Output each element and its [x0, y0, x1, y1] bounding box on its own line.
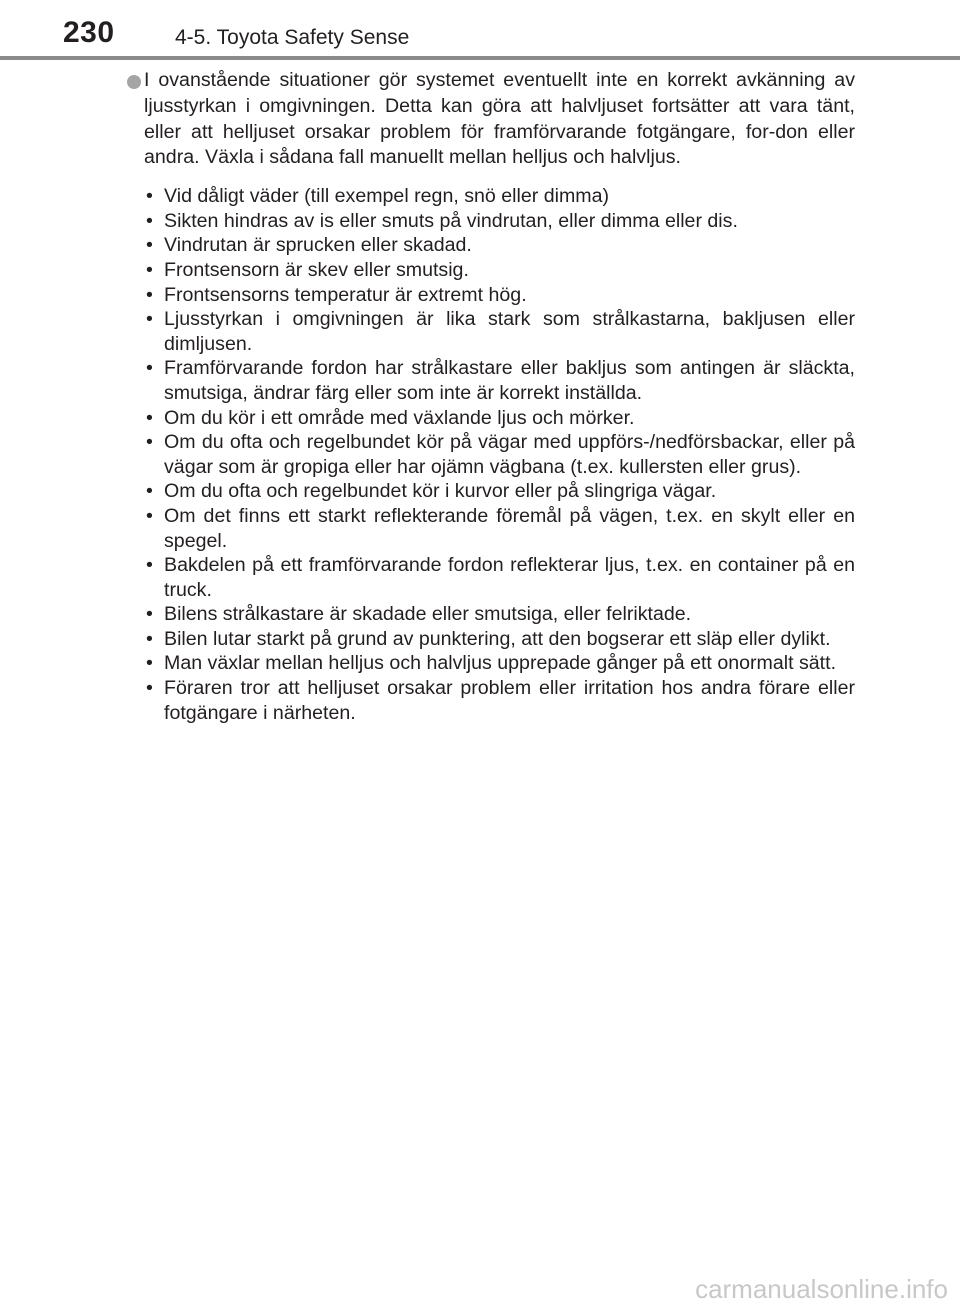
- bullet-point: •: [146, 627, 153, 650]
- bullet-point: •: [146, 258, 153, 281]
- list-item-text: Vid dåligt väder (till exempel regn, snö eller dimma): [164, 185, 610, 208]
- bullet-point: •: [146, 603, 153, 626]
- bullet-point: •: [146, 554, 153, 577]
- watermark: carmanualsonline.info: [695, 1274, 948, 1304]
- list-item: [146, 307, 855, 356]
- section-title: 4-5. Toyota Safety Sense: [175, 26, 410, 49]
- list-item-text: Om det finns ett starkt reflekterande föremål på vägen, t.ex. en skylt eller en spegel.: [164, 504, 855, 552]
- list-item: [146, 676, 855, 725]
- list-item-text: Föraren tror att helljuset orsakar problem eller irritation hos andra förare eller fotgängare i närheten.: [164, 677, 855, 724]
- header-divider: [0, 56, 960, 60]
- list-item: [146, 233, 855, 258]
- list-item-text: Bilen lutar starkt på grund av punktering, att den bogserar ett släp eller dylikt.: [164, 627, 831, 650]
- list-item-text: Framförvarande fordon har strålkastare eller bakljus som antingen är släckta, smutsiga, ändrar färg eller som inte är korrekt inställda.: [164, 357, 855, 404]
- list-item-text: Bilens strålkastare är skadade eller smutsiga, eller felriktade.: [164, 603, 692, 626]
- list-item-text: Frontsensorn är skev eller smutsig.: [164, 258, 469, 281]
- list-item-text: Om du ofta och regelbundet kör på vägar med uppförs-/nedförsbackar, eller på vägar som är gropiga eller har ojämn vägbana (t.ex. kullersten eller grus).: [164, 431, 855, 478]
- list-item: [146, 627, 855, 652]
- list-item: [146, 430, 855, 479]
- bullet-point: •: [146, 480, 153, 503]
- bullet-point: •: [146, 431, 153, 454]
- list-item-text: Frontsensorns temperatur är extremt hög.: [164, 283, 527, 306]
- bullet-point: •: [146, 209, 153, 232]
- page-content: [127, 68, 855, 725]
- list-item: [146, 651, 855, 676]
- list-item-text: Sikten hindras av is eller smuts på vindrutan, eller dimma eller dis.: [164, 209, 738, 232]
- list-item: [146, 283, 855, 308]
- bullet-point: •: [146, 357, 153, 380]
- list-item-text: Vindrutan är sprucken eller skadad.: [164, 234, 472, 257]
- list-item-text: Om du ofta och regelbundet kör i kurvor eller på slingriga vägar.: [164, 480, 717, 503]
- list-item-text: Om du kör i ett område med växlande ljus och mörker.: [164, 406, 635, 429]
- page-number: 230: [63, 16, 115, 49]
- list-item-text: Bakdelen på ett framförvarande fordon reflekterar ljus, t.ex. en container på en truck.: [164, 554, 855, 601]
- list-item-text: Man växlar mellan helljus och halvljus upprepade gånger på ett onormalt sätt.: [164, 652, 837, 675]
- list-item: [146, 504, 855, 553]
- list-item-text: Ljusstyrkan i omgivningen är lika stark som strålkastarna, bakljusen eller dimljusen.: [164, 308, 855, 355]
- list-item: [146, 406, 855, 431]
- circle-bullet-icon: [127, 75, 141, 89]
- list-item: [146, 479, 855, 504]
- bullet-point: •: [146, 504, 153, 527]
- bullet-point: •: [146, 283, 153, 306]
- bullet-point: •: [146, 234, 153, 257]
- bullet-point: •: [146, 406, 153, 429]
- list-item: [146, 553, 855, 602]
- bullet-point: •: [146, 185, 153, 208]
- bullet-point: •: [146, 677, 153, 700]
- intro-paragraph: [127, 68, 855, 171]
- list-item: [146, 184, 855, 209]
- bullet-point: •: [146, 308, 153, 331]
- intro-text: I ovanstående situationer gör systemet eventuellt inte en korrekt avkänning av ljusstyrkan i omgivningen. Detta kan göra att halvljuset fortsätter att vara tänt, eller att helljuset orsakar problem för framförvarande fotgängare, for-don eller andra. Växla i sådana fall manuellt mellan helljus och halvljus.: [144, 69, 855, 169]
- page-header: [0, 0, 960, 60]
- bullet-point: •: [146, 652, 153, 675]
- list-item: [146, 258, 855, 283]
- list-item: [146, 602, 855, 627]
- list-item: [146, 356, 855, 405]
- list-item: [146, 209, 855, 234]
- condition-list: [127, 184, 855, 725]
